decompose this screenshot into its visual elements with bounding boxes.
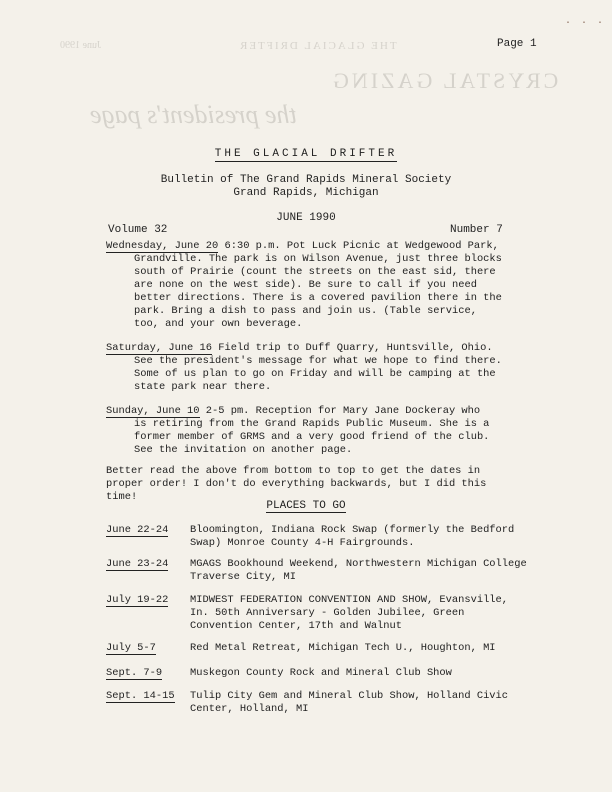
place-date: July 19-22: [106, 594, 169, 606]
place-date: July 5-7: [106, 642, 156, 654]
stain-marks: · · ·: [565, 18, 606, 29]
event-reception: [106, 405, 506, 457]
event-details: Grandville. The park is on Wilson Avenue, just three blocks south of Prairie (count the streets on the east sid, there are none on the west side). Be sure to call if you need better directions. There is a covered pavilion there in the park. Bring a dish to pass and join us. (Table service, too, and your own beverage.: [134, 253, 502, 330]
event-details: See the president's message for what we hope to find there. Some of us plan to go on Friday and will be camping at the state park near there.: [134, 355, 502, 393]
place-text: Tulip City Gem and Mineral Club Show, Holland Civic Center, Holland, MI: [190, 690, 509, 715]
event-date: Sunday, June 10: [106, 405, 200, 417]
bleed-through-date: June 1990: [60, 40, 101, 51]
event-date: Saturday, June 16: [106, 342, 213, 354]
place-text: Muskegon County Rock and Mineral Club Show: [190, 667, 452, 679]
place-text: MGAGS Bookhound Weekend, Northwestern Michigan College Traverse City, MI: [190, 558, 527, 583]
place-text: Bloomington, Indiana Rock Swap (formerly the Bedford Swap) Monroe County 4-H Fairgrounds.: [190, 524, 515, 549]
place-date: June 22-24: [106, 524, 169, 536]
issue-number: Number 7: [450, 224, 503, 236]
bleed-through-subheading: the president's page: [90, 100, 297, 129]
volume: Volume 32: [108, 224, 168, 236]
issue-date: JUNE 1990: [276, 212, 336, 224]
event-date: Wednesday, June 20: [106, 240, 219, 252]
editor-note: Better read the above from bottom to top to get the dates in proper order! I don't do everything backwards, but I did this time!: [106, 465, 487, 503]
place-date: Sept. 14-15: [106, 690, 175, 702]
place-date: Sept. 7-9: [106, 667, 163, 679]
event-line1: 2-5 pm. Reception for Mary Jane Dockeray who: [199, 405, 481, 417]
bleed-through-title: THE GLACIAL DRIFTER: [238, 40, 397, 52]
event-details: is retiring from the Grand Rapids Public Museum. She is a former member of GRMS and a very good friend of the club. See the invitation on another page.: [134, 418, 490, 456]
event-line1: Field trip to Duff Quarry, Huntsville, Ohio.: [212, 342, 493, 354]
masthead-title: [0, 148, 612, 160]
place-text: Red Metal Retreat, Michigan Tech U., Houghton, MI: [190, 642, 496, 654]
places-heading-text: PLACES TO GO: [266, 500, 346, 512]
place-date: June 23-24: [106, 558, 169, 570]
bleed-through-heading: CRYSTAL GAZING: [330, 68, 559, 93]
event-field-trip: [106, 342, 506, 394]
masthead-title-text: THE GLACIAL DRIFTER: [214, 148, 398, 160]
event-line1: 6:30 p.m. Pot Luck Picnic at Wedgewood Park,: [218, 240, 499, 252]
masthead-subtitle-2: Grand Rapids, Michigan: [233, 187, 379, 199]
page-number: Page 1: [497, 38, 537, 50]
places-heading: [0, 500, 612, 512]
place-text: MIDWEST FEDERATION CONVENTION AND SHOW, Evansville, In. 50th Anniversary - Golden Jubilee, Green Convention Center, 17th and Walnut: [190, 594, 509, 632]
event-picnic: [106, 240, 506, 331]
masthead-subtitle-1: Bulletin of The Grand Rapids Mineral Society: [160, 174, 452, 186]
